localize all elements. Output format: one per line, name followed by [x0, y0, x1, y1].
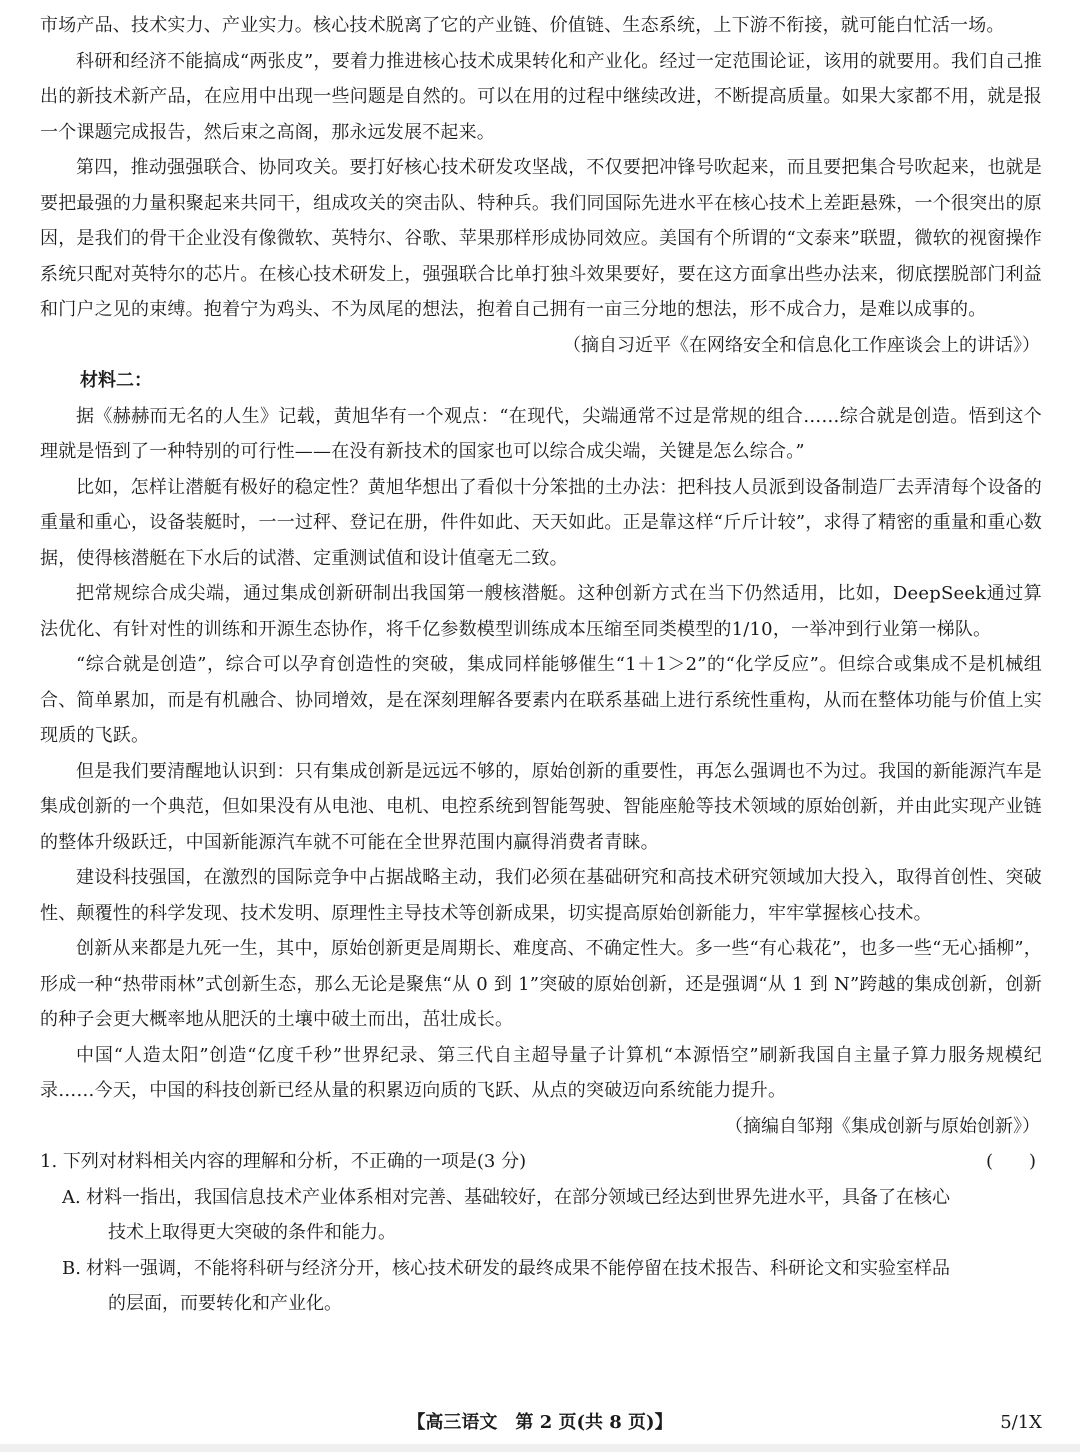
option-b-text-line2: 的层面，而要转化和产业化。 — [108, 1293, 342, 1314]
footer-code: 5/1X — [1000, 1412, 1042, 1433]
material2-paragraph-4: “综合就是创造”，综合可以孕育创造性的突破，集成同样能够催生“1＋1＞2”的“化学反应”。但综合或集成不是机械组合、简单累加，而是有机融合、协同增效，是在深刻理解各要素内在联系基础上进行系统性重构，从而在整体功能与价值上实现质的飞跃。 — [40, 654, 1042, 746]
answer-paren: ( ) — [985, 1151, 1036, 1172]
option-a-text-line2: 技术上取得更大突破的条件和能力。 — [108, 1222, 396, 1243]
material1-paragraph-continued: 市场产品、技术实力、产业实力。核心技术脱离了它的产业链、价值链、生态系统，上下游不衔接，就可能白忙活一场。 — [40, 15, 1005, 36]
question-1-text: 1. 下列对材料相关内容的理解和分析，不正确的一项是(3 分) — [40, 1151, 527, 1172]
material2-paragraph-2: 比如，怎样让潜艇有极好的稳定性？黄旭华想出了看似十分笨拙的土办法：把科技人员派到设备制造厂去弄清每个设备的重量和重心，设备装艇时，一一过秤、登记在册，件件如此、天天如此。正是靠这样“斤斤计较”，求得了精密的重量和重心数据，使得核潜艇在下水后的试潜、定重测试值和设计值毫无二致。 — [40, 476, 1042, 569]
option-b-text-line1: 材料一强调，不能将科研与经济分开，核心技术研发的最终成果不能停留在技术报告、科研论文和实验室样品 — [86, 1257, 950, 1279]
option-a — [40, 1180, 1042, 1251]
material2-paragraph-8: 中国“人造太阳”创造“亿度千秒”世界纪录、第三代自主超导量子计算机“本源悟空”刷新我国自主量子算力服务规模纪录……今天，中国的科技创新已经从量的积累迈向质的飞跃、从点的突破迈向系统能力提升。 — [40, 1044, 1042, 1101]
option-b — [40, 1251, 1042, 1322]
question-1-stem — [40, 1144, 1042, 1180]
footer-page-info: 【高三语文 第 2 页(共 8 页)】 — [407, 1412, 673, 1433]
material2-paragraph-3: 把常规综合成尖端，通过集成创新研制出我国第一艘核潜艇。这种创新方式在当下仍然适用，比如，DeepSeek通过算法优化、有针对性的训练和开源生态协作，将千亿参数模型训练成本压缩至同类模型的1/10，一举冲到行业第一梯队。 — [40, 583, 1042, 640]
material2-source: （摘编自邹翔《集成创新与原始创新》） — [725, 1115, 1040, 1137]
option-a-text-line1: 材料一指出，我国信息技术产业体系相对完善、基础较好，在部分领域已经达到世界先进水平，具备了在核心 — [86, 1186, 950, 1208]
option-b-label: B. — [62, 1257, 81, 1279]
exam-page — [40, 8, 1042, 1322]
material1-source: （摘自习近平《在网络安全和信息化工作座谈会上的讲话》） — [563, 334, 1040, 356]
material2-paragraph-5: 但是我们要清醒地认识到：只有集成创新是远远不够的，原始创新的重要性，再怎么强调也不为过。我国的新能源汽车是集成创新的一个典范，但如果没有从电池、电机、电控系统到智能驾驶、智能座舱等技术领域的原始创新，并由此实现产业链的整体升级跃迁，中国新能源汽车就不可能在全世界范围内赢得消费者青睐。 — [40, 760, 1042, 853]
material2-paragraph-6: 建设科技强国，在激烈的国际竞争中占据战略主动，我们必须在基础研究和高技术研究领域加大投入，取得首创性、突破性、颠覆性的科学发现、技术发明、原理性主导技术等创新成果，切实提高原始创新能力，牢牢掌握核心技术。 — [40, 867, 1042, 924]
option-a-label: A. — [62, 1186, 81, 1208]
page-footer — [0, 1408, 1080, 1438]
bottom-divider — [0, 1444, 1080, 1452]
material1-paragraph-1: 科研和经济不能搞成“两张皮”，要着力推进核心技术成果转化和产业化。经过一定范围论证，该用的就要用。我们自己推出的新技术新产品，在应用中出现一些问题是自然的。可以在用的过程中继续改进，不断提高质量。如果大家都不用，就是报一个课题完成报告，然后束之高阁，那永远发展不起来。 — [40, 50, 1042, 143]
material2-heading: 材料二： — [80, 370, 152, 391]
material2-paragraph-7: 创新从来都是九死一生，其中，原始创新更是周期长、难度高、不确定性大。多一些“有心栽花”，也多一些“无心插柳”，形成一种“热带雨林”式创新生态，那么无论是聚焦“从 0 到 1”突破的原始创新，还是强调“从 1 到 N”跨越的集成创新，创新的种子会更大概率地从肥沃的土壤中破土而出，茁壮成长。 — [40, 938, 1042, 1030]
material2-paragraph-1: 据《赫赫而无名的人生》记载，黄旭华有一个观点：“在现代，尖端通常不过是常规的组合……综合就是创造。悟到这个理就是悟到了一种特别的可行性——在没有新技术的国家也可以综合成尖端，关键是怎么综合。” — [40, 405, 1042, 462]
material1-paragraph-2: 第四，推动强强联合、协同攻关。要打好核心技术研发攻坚战，不仅要把冲锋号吹起来，而且要把集合号吹起来，也就是要把最强的力量积聚起来共同干，组成攻关的突击队、特种兵。我们同国际先进水平在核心技术上差距悬殊，一个很突出的原因，是我们的骨干企业没有像微软、英特尔、谷歌、苹果那样形成协同效应。美国有个所谓的“文泰来”联盟，微软的视窗操作系统只配对英特尔的芯片。在核心技术研发上，强强联合比单打独斗效果要好，要在这方面拿出些办法来，彻底摆脱部门利益和门户之见的束缚。抱着宁为鸡头、不为凤尾的想法，抱着自己拥有一亩三分地的想法，形不成合力，是难以成事的。 — [40, 157, 1042, 320]
